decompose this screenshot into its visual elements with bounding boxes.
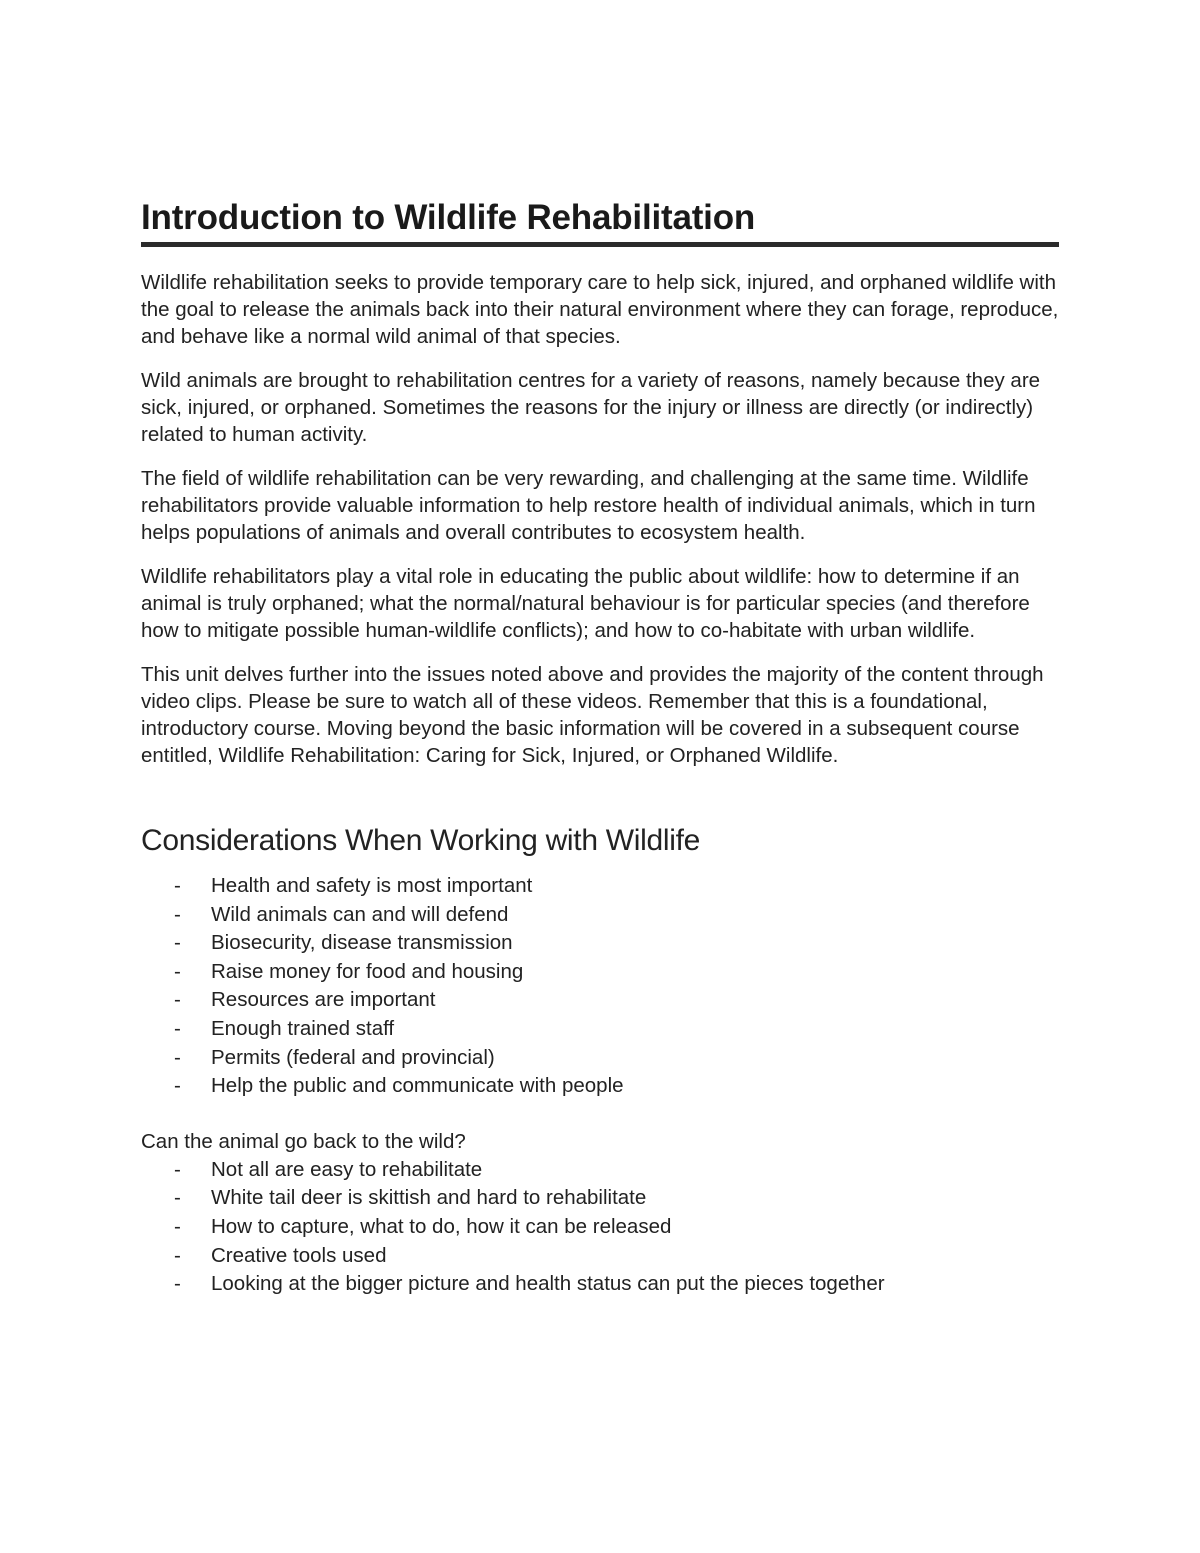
- list-item: [141, 1184, 1059, 1213]
- list-item-text: Health and safety is most important: [211, 874, 533, 897]
- dash-marker: -: [174, 1243, 181, 1267]
- section-heading: Considerations When Working with Wildlife: [141, 824, 701, 857]
- considerations-list: [141, 872, 1059, 1101]
- list-item-text: Enough trained staff: [211, 1016, 395, 1040]
- list-item-text: Wild animals can and will defend: [211, 902, 509, 926]
- paragraph: Wildlife rehabilitation seeks to provide temporary care to help sick, injured, and orphaned wildlife with the goal to release the animals back into their natural environment where they can forage, reproduce, and behave like a normal wild animal of that species.: [141, 271, 1059, 348]
- dash-marker: -: [174, 902, 181, 926]
- paragraph: Wild animals are brought to rehabilitation centres for a variety of reasons, namely because they are sick, injured, or orphaned. Sometimes the reasons for the injury or illness are directly (or indirectly) related to human activity.: [141, 369, 1041, 446]
- list-item-text: Raise money for food and housing: [211, 959, 524, 983]
- list-item: [141, 1242, 1059, 1271]
- dash-marker: -: [174, 1045, 181, 1069]
- list-item-text: White tail deer is skittish and hard to rehabilitate: [211, 1186, 647, 1210]
- list-item: [141, 1072, 1059, 1101]
- list-item: [141, 986, 1059, 1015]
- document-page: [141, 196, 1059, 1299]
- list-item: [141, 1270, 1059, 1299]
- dash-marker: -: [174, 1214, 181, 1238]
- dash-marker: -: [174, 931, 181, 955]
- list-item: [141, 1015, 1059, 1044]
- dash-marker: -: [174, 1272, 181, 1296]
- paragraph: This unit delves further into the issues noted above and provides the majority of the content through video clips. Please be sure to watch all of these videos. Remember that this is a foundational, introductory course. Moving beyond the basic information will be covered in a subsequent course entitled, Wildlife Rehabilitation: Caring for Sick, Injured, or Orphaned Wildlife.: [141, 663, 1044, 767]
- paragraph: The field of wildlife rehabilitation can be very rewarding, and challenging at the same time. Wildlife rehabilitators provide valuable information to help restore health of individual animals, which in turn helps populations of animals and overall contributes to ecosystem health.: [141, 467, 1036, 544]
- list-item-text: Resources are important: [211, 988, 436, 1012]
- page-title: Introduction to Wildlife Rehabilitation: [141, 196, 1059, 247]
- dash-marker: -: [174, 959, 181, 983]
- question-text: Can the animal go back to the wild?: [141, 1129, 466, 1153]
- paragraph: Wildlife rehabilitators play a vital role in educating the public about wildlife: how to determine if an animal is truly orphaned; what the normal/natural behaviour is for particular species (and therefore how to mitigate possible human-wildlife conflicts); and how to co-habitate with urban wildlife.: [141, 565, 1030, 642]
- list-item-text: Looking at the bigger picture and health status can put the pieces together: [211, 1272, 885, 1296]
- release-list: [141, 1156, 1059, 1299]
- dash-marker: -: [174, 1186, 181, 1210]
- list-item-text: Not all are easy to rehabilitate: [211, 1157, 483, 1181]
- dash-marker: -: [174, 1016, 181, 1040]
- list-item-text: Permits (federal and provincial): [211, 1045, 495, 1069]
- list-item-text: How to capture, what to do, how it can be released: [211, 1214, 672, 1238]
- dash-marker: -: [174, 1157, 181, 1181]
- list-item: [141, 1044, 1059, 1073]
- list-item: [141, 901, 1059, 930]
- list-item: [141, 1213, 1059, 1242]
- list-item-text: Help the public and communicate with people: [211, 1074, 624, 1098]
- list-item-text: Creative tools used: [211, 1243, 387, 1267]
- list-item: [141, 872, 1059, 901]
- dash-marker: -: [174, 874, 181, 897]
- dash-marker: -: [174, 1074, 181, 1098]
- list-item-text: Biosecurity, disease transmission: [211, 931, 513, 955]
- list-item: [141, 929, 1059, 958]
- dash-marker: -: [174, 988, 181, 1012]
- list-item: [141, 1156, 1059, 1185]
- list-item: [141, 958, 1059, 987]
